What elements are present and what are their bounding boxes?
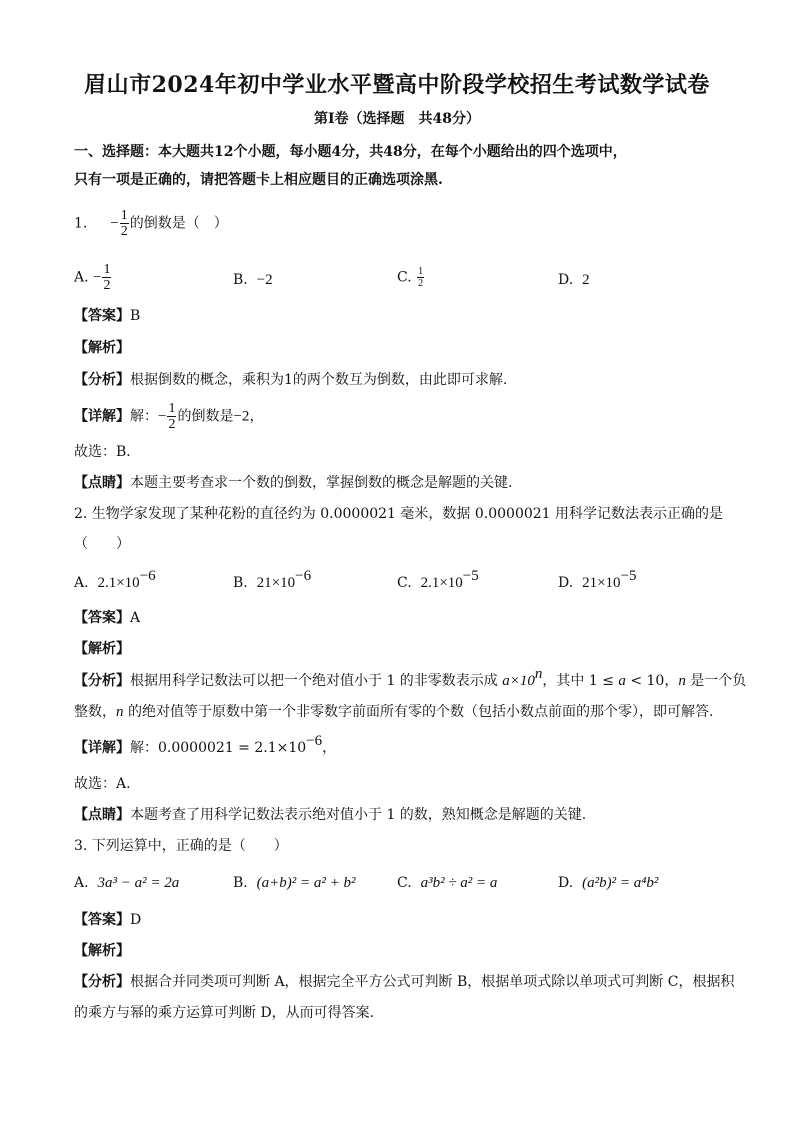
question-1-stem (74, 208, 228, 239)
q3-answer: 【答案】D (74, 912, 142, 928)
q3-option-c: C. a³b² ÷ a² = a (397, 875, 498, 891)
section-instruction-line2: 只有一项是正确的，请把答题卡上相应题目的正确选项涂黑. (74, 172, 443, 188)
q1-choose: 故选：B． (74, 444, 141, 460)
q3-option-d: D. (a²b)² = a⁴b² (558, 875, 659, 891)
q1-fenxi: 【分析】根据倒数的概念，乘积为1的两个数互为倒数，由此即可求解. (74, 372, 508, 388)
q2-answer: 【答案】A (74, 610, 141, 626)
q1-answer: 【答案】B (74, 308, 141, 324)
question-2-stem-line2: （ ） (74, 536, 130, 552)
q1-option-c: C. $\frac{1}{2}$ (397, 266, 424, 289)
q1-option-d: D. 2 (558, 272, 590, 288)
q2-analysis-tag: 【解析】 (74, 641, 130, 657)
question-3-stem: 3. 下列运算中，正确的是（ ） (74, 838, 288, 854)
q2-option-c: C. $2.1\times 10^{-5}$ (397, 568, 479, 591)
q3-fenxi-line2: 的乘方与幂的乘方运算可判断 D，从而可得答案. (74, 1005, 375, 1021)
question-text: 的倒数是（ ） (129, 215, 228, 232)
q1-option-b: B. −2 (233, 272, 273, 288)
q2-option-a: A. $2.1\times 10^{-6}$ (74, 568, 156, 591)
section-instruction-line1: 一、选择题：本大题共12个小题，每小题4分，共48分，在每个小题给出的四个选项中， (74, 144, 627, 160)
q2-option-b: B. $21\times 10^{-6}$ (233, 568, 312, 591)
q1-comment: 【点睛】本题主要考查求一个数的倒数，掌握倒数的概念是解题的关键. (74, 475, 513, 491)
q1-option-a: A. − $\frac{1}{2}$ (74, 262, 111, 293)
q3-option-b: B. (a+b)² = a² + b² (233, 875, 356, 891)
q3-option-a: A. 3a³ − a² = 2a (74, 875, 180, 891)
question-2-stem-line1: 2. 生物学家发现了某种花粉的直径约为 0.0000021 毫米，数据 0.0000021 用科学记数法表示正确的是 (74, 506, 724, 522)
q3-fenxi-line1: 【分析】根据合并同类项可判断 A，根据完全平方公式可判断 B，根据单项式除以单项式可判断 C，根据积 (74, 974, 735, 990)
q2-comment: 【点睛】本题考查了用科学记数法表示绝对值小于 1 的数，熟知概念是解题的关键. (74, 807, 587, 823)
q2-option-d: D. $21\times 10^{-5}$ (558, 568, 637, 591)
fraction: $\frac{1}{2}$ (120, 208, 128, 239)
q3-analysis-tag: 【解析】 (74, 943, 130, 959)
q2-fenxi-line2: 整数，n 的绝对值等于原数中第一个非零数字前面所有零的个数（包括小数点前面的那个零），即可解答. (74, 704, 714, 720)
q2-fenxi-line1: 【分析】根据用科学记数法可以把一个绝对值小于 1 的非零数表示成 $a\times 10^n$，其中 1 ≤ a < 10，n 是一个负 (74, 666, 747, 689)
exam-subtitle: 第I卷（选择题 共48分） (313, 111, 481, 127)
question-number: 1. (74, 215, 88, 232)
q2-detail: 【详解】解：$0.0000021 = 2.1\times 10^{-6}$， (74, 733, 337, 756)
q2-choose: 故选：A. (74, 776, 131, 792)
q1-analysis-tag: 【解析】 (74, 340, 130, 356)
frac-sign: − (110, 215, 119, 232)
q1-detail: 【详解】解：− $\frac{1}{2}$ 的倒数是−2， (74, 401, 264, 432)
exam-title: 眉山市2024年初中学业水平暨高中阶段学校招生考试数学试卷 (84, 72, 710, 98)
